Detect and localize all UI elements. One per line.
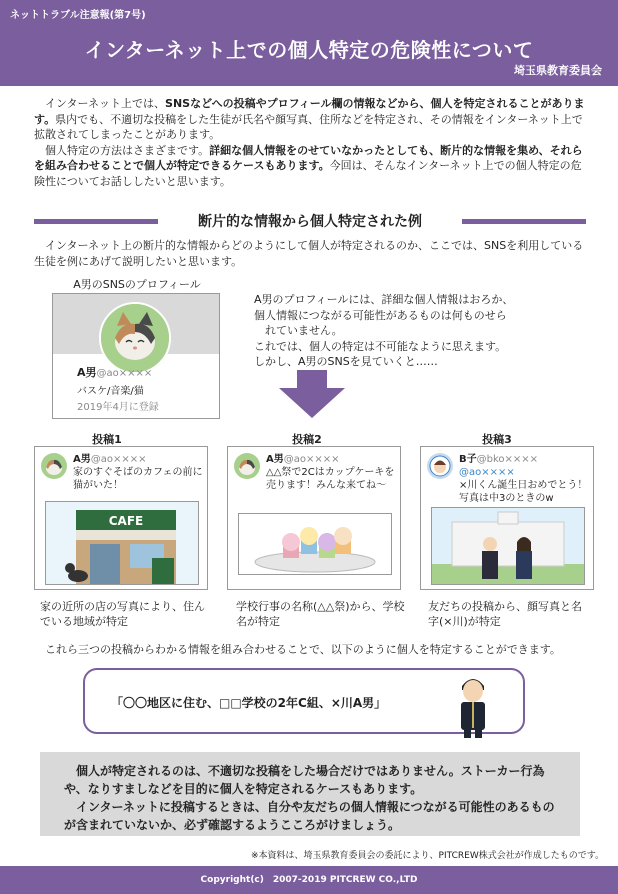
post-2-author: A男@ao×××× (266, 454, 340, 465)
post-2-caption: 学校行事の名称(△△祭)から、学校名が特定 (236, 600, 405, 628)
cafe-sign-text: CAFE (108, 514, 144, 528)
school-photo (431, 507, 585, 585)
footer-copyright: Copyright(c) 2007-2019 PITCREW CO.,LTD (0, 866, 618, 894)
post-card-2 (227, 446, 401, 590)
intro-text (34, 96, 586, 189)
post-2-text: △△祭で2Cはカップケーキを売ります！みんな来てね〜 (266, 467, 395, 491)
post-1-text: 家のすぐそばのカフェの前に猫がいた！ (73, 467, 203, 491)
section-lead: インターネット上の断片的な情報からどのようにして個人が特定されるのか、ここでは、SNSを利用している生徒を例にあげて説明したいと思います。 (34, 239, 584, 268)
cafe-photo (45, 501, 199, 585)
post-card-1 (34, 446, 208, 590)
cupcake-photo (238, 513, 392, 575)
section-heading (34, 210, 586, 232)
section-heading-text: 断片的な情報から個人特定された例 (198, 214, 422, 230)
post-1-caption: 家の近所の店の写真により、住んでいる地域が特定 (40, 600, 205, 628)
warning-box (40, 752, 580, 836)
post-1-label: 投稿1 (92, 433, 122, 446)
post-3-text: @ao×××× ×川くん誕生日おめでとう！写真は中3のときのw (459, 466, 591, 505)
intro-paragraph-2: 個人特定の方法はさまざまです。詳細な個人情報をのせていなかったとしても、断片的な情報を集め、それらを組み合わせることで個人が特定できるケースもあります。今回は、そんなインターネット上での個人特定の危険性についてお話ししたいと思います。 (34, 143, 583, 188)
warning-paragraph-2: インターネットに投稿するときは、自分や友だちの個人情報につながる可能性のあるものが含まれていないか、必ず確認するようこころがけましょう。 (64, 800, 555, 832)
post-2-label: 投稿2 (292, 433, 322, 446)
post-3-author: B子@bko×××× (459, 454, 539, 465)
issue-label: ネットトラブル注意報(第7号) (10, 10, 146, 21)
organization-name: 埼玉県教育委員会 (514, 64, 602, 77)
profile-tags: バスケ/音楽/猫 (77, 386, 144, 397)
profile-title: A男のSNSのプロフィール (73, 278, 201, 291)
post-3-label: 投稿3 (482, 433, 512, 446)
post-1-author: A男@ao×××× (73, 454, 147, 465)
warning-paragraph-1: 個人が特定されるのは、不適切な投稿をした場合だけではありません。ストーカー行為や、なりすましなどを目的に個人を特定されるケースもあります。 (64, 764, 545, 796)
avatar-icon (427, 453, 453, 479)
result-text: 「〇〇地区に住む、□□学校の2年C組、×川A男」 (111, 696, 387, 710)
profile-name: A男@ao×××× (77, 366, 153, 379)
credit-note: ※本資料は、埼玉県教育委員会の委託により、PITCREW株式会社が作成したものです。 (251, 851, 604, 861)
cat-avatar-icon (41, 453, 67, 479)
profile-registered: 2019年4月に登録 (77, 402, 159, 413)
profile-explanation: A男のプロフィールには、詳細な個人情報はおろか、 個人情報につながる可能性があるものは何ものせら れていません。 これでは、個人の特定は不可能なように思えます。 しかし、A男のSNSを見ていくと…… (254, 293, 514, 368)
post-card-3 (420, 446, 594, 590)
profile-card (52, 293, 220, 419)
page-title: インターネット上での個人特定の危険性について (84, 38, 534, 62)
post-3-mention: @ao×××× (459, 467, 515, 478)
post-3-caption: 友だちの投稿から、顔写真と名字(×川)が特定 (428, 600, 582, 628)
combine-text: これら三つの投稿からわかる情報を組み合わせることで、以下のように個人を特定することができます。 (45, 643, 561, 656)
cat-avatar-icon (234, 453, 260, 479)
down-arrow-icon (279, 370, 345, 418)
intro-paragraph-1: インターネット上では、SNSなどへの投稿やプロフィール欄の情報などから、個人を特定されることがあります。県内でも、不適切な投稿をした生徒が氏名や顔写真、住所などを特定され、その情報をインターネット上で拡散されてしまったことがあります。 (34, 97, 585, 141)
header-banner (0, 0, 618, 86)
student-icon (452, 672, 494, 738)
